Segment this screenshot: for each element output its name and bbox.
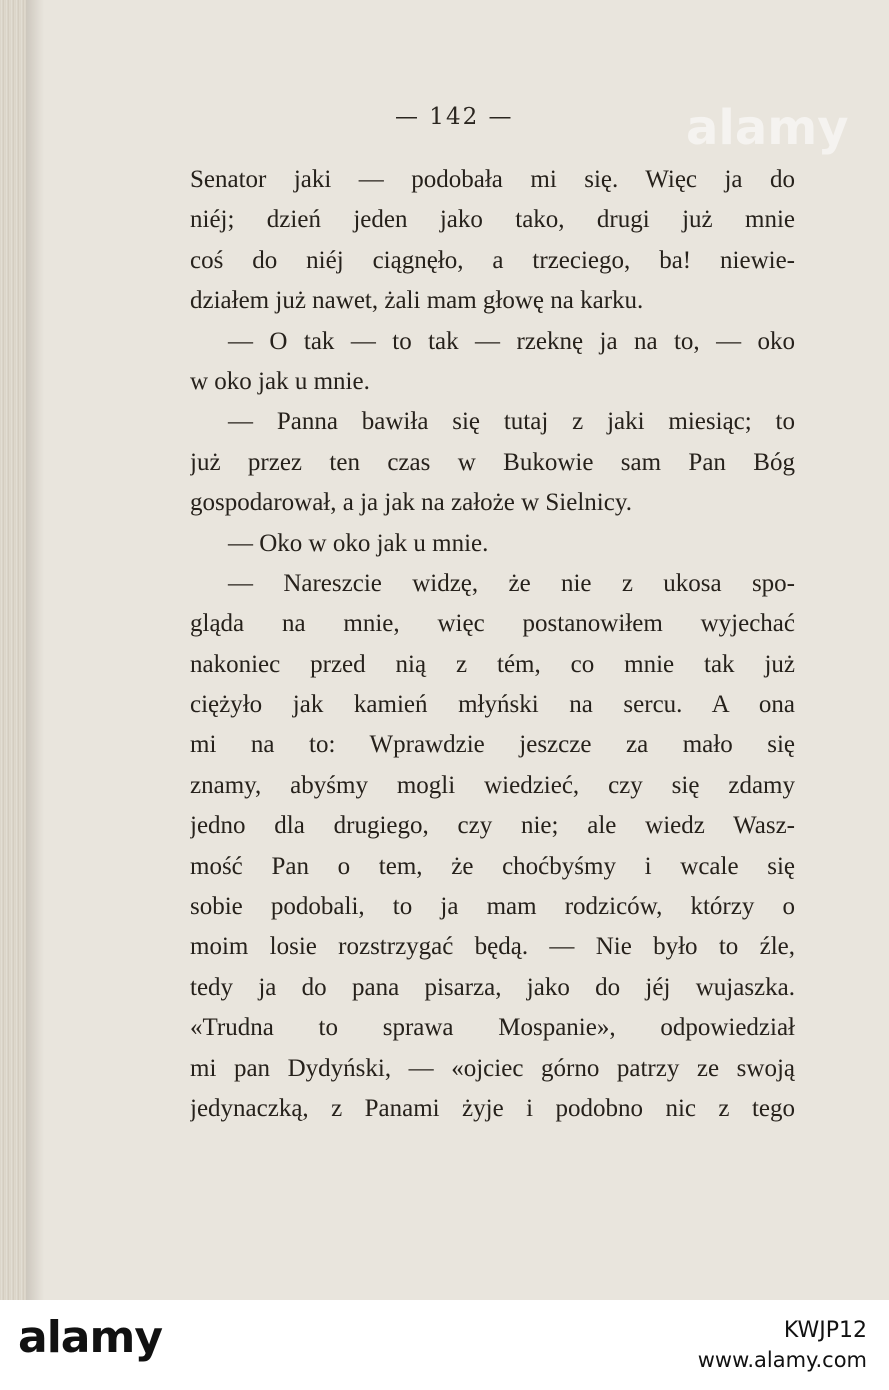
text-line: «Trudna to sprawa Mospanie», odpowiedział — [190, 1014, 795, 1042]
text-line: — Nareszcie widzę, że nie z ukosa spo- — [228, 569, 795, 597]
text-line: tedy ja do pana pisarza, jako do jéj wujaszka. — [190, 973, 795, 1001]
body-text — [190, 160, 795, 1129]
image-id — [784, 1318, 867, 1343]
text-line: — Panna bawiła się tutaj z jaki miesiąc; to — [228, 408, 795, 436]
watermark-overlay: alamy — [686, 100, 849, 156]
text-line: coś do niéj ciągnęło, a trzeciego, ba! niewie- — [190, 246, 795, 274]
text-line: gospodarował, a ja jak na założe w Sielnicy. — [190, 489, 632, 517]
text-line: — Oko w oko jak u mnie. — [228, 529, 489, 557]
text-line: ciężyło jak kamień młyński na sercu. A ona — [190, 691, 795, 719]
text-line: nakoniec przed nią z tém, co mnie tak już — [190, 650, 795, 678]
text-line: moim losie rozstrzygać będą. — Nie było to źle, — [190, 933, 795, 961]
page-edge-stack — [0, 0, 26, 1300]
gutter-shadow — [26, 0, 44, 1300]
text-line: jedynaczką, z Panami żyje i podobno nic z tego — [190, 1094, 795, 1122]
text-line: Senator jaki — podobała mi się. Więc ja do — [190, 166, 795, 193]
text-line: działem już nawet, żali mam głowę na karku. — [190, 287, 644, 315]
brand-logo: alamy — [18, 1312, 162, 1363]
text-line: mość Pan o tem, że choćbyśmy i wcale się — [190, 852, 795, 880]
text-line: znamy, abyśmy mogli wiedzieć, czy się zdamy — [190, 771, 795, 799]
text-line: już przez ten czas w Bukowie sam Pan Bóg — [190, 448, 795, 476]
text-line: w oko jak u mnie. — [190, 367, 370, 395]
text-line: sobie podobali, to ja mam rodziców, którzy o — [190, 893, 795, 921]
text-line: — O tak — to tak — rzeknę ja na to, — oko — [228, 327, 795, 355]
text-line: niéj; dzień jeden jako tako, drugi już mnie — [190, 206, 795, 234]
page-number: — 142 — — [395, 104, 514, 130]
text-line: mi na to: Wprawdzie jeszcze za mało się — [190, 731, 795, 759]
text-line: jedno dla drugiego, czy nie; ale wiedz Wasz- — [190, 812, 795, 840]
image-id-label: KWJP12 — [783, 1318, 867, 1343]
site-url: www.alamy.com — [697, 1348, 867, 1372]
text-line: gląda na mnie, więc postanowiłem wyjechać — [190, 610, 795, 638]
text-line: mi pan Dydyński, — «ojciec górno patrzy ze swoją — [190, 1054, 795, 1082]
